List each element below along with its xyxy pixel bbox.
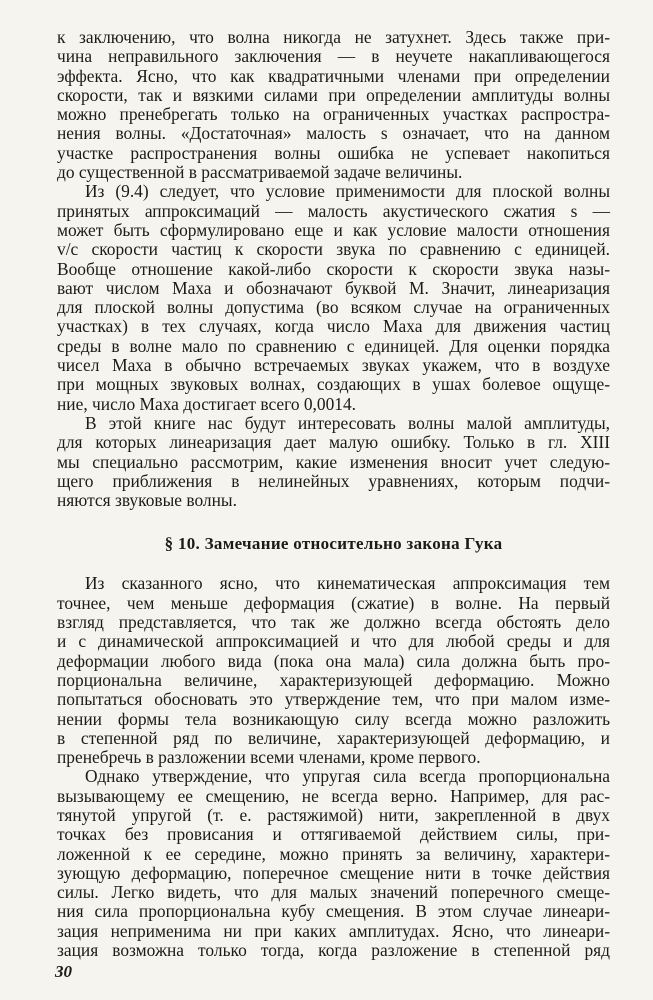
text-line: v/c скорости частиц к скорости звука по сравнению с единицей.	[57, 239, 610, 260]
text-line: и с динамической аппроксимацией и что для любой среды и для	[57, 631, 610, 652]
text-line: чина неправильного заключения — в неучете накапливающегося	[57, 46, 610, 67]
text-line: зующую деформацию, поперечное смещение нити в точке действия	[57, 862, 610, 883]
text-line: в степенной ряд по величине, характеризующей деформацию, и	[57, 727, 610, 748]
text-line: к заключению, что волна никогда не затухнет. Здесь также при-	[57, 27, 610, 47]
text-line: Из (9.4) следует, что условие применимости для плоской волны	[85, 181, 610, 202]
text-line: точнее, чем меньше деформация (сжатие) в волне. На первый	[57, 592, 610, 613]
text-line: до существенной в рассматриваемой задаче величины.	[57, 162, 463, 183]
text-line: мы специально рассмотрим, какие изменения вносит учет следую-	[57, 451, 610, 472]
text-line: может быть сформулировано еще и как условие малости отношения	[57, 219, 610, 240]
paragraph-5	[57, 767, 610, 960]
text-line: порциональна величине, характеризующей деформацию. Можно	[57, 669, 610, 690]
text-line: среды в волне мало по сравнению с единицей. Для оценки порядка	[57, 335, 610, 356]
text-line: при мощных звуковых волнах, создающих в ушах болевое ощуще-	[57, 374, 610, 395]
text-line: ние, число Маха достигает всего 0,0014.	[57, 393, 357, 414]
text-line: для плоской волны допустима (во всяком случае на ограниченных	[57, 297, 610, 318]
text-line: чисел Маха в обычно встречаемых звуках укажем, что в воздухе	[57, 355, 610, 376]
text-line: вызывающему ее смещению, не всегда верно. Например, для рас-	[57, 785, 610, 806]
paragraph-1	[57, 28, 610, 182]
text-line: можно пренебрегать только на ограниченных участках распростра-	[57, 104, 610, 125]
paragraph-4	[57, 574, 610, 767]
page-body	[57, 28, 610, 960]
text-line: для которых линеаризация дает малую ошибку. Только в гл. XIII	[57, 432, 610, 453]
text-line: нении формы тела возникающую силу всегда можно разложить	[57, 708, 610, 729]
text-line: взгляд представляется, что так же должно всегда обстоять дело	[57, 612, 610, 633]
text-line: вают числом Маха и обозначают буквой M. Значит, линеаризация	[57, 277, 610, 298]
text-line: участке распространения волны ошибка не успевает накопиться	[57, 142, 610, 163]
text-line: попытаться обосновать это утверждение тем, что при малом изме-	[57, 689, 610, 710]
text-line: няются звуковые волны.	[57, 490, 237, 511]
text-line: В этой книге нас будут интересовать волны малой амплитуды,	[85, 412, 610, 433]
paragraph-2	[57, 182, 610, 414]
text-line: Из сказанного ясно, что кинематическая аппроксимация тем	[85, 573, 610, 594]
text-line: тянутой упругой (т. е. растяжимой) нити, закрепленной в двух	[57, 804, 610, 825]
text-line: зация неприменима ни при каких амплитудах. Ясно, что линеари-	[57, 920, 610, 941]
section-heading: § 10. Замечание относительно закона Гука	[164, 534, 503, 554]
text-line: нения волны. «Достаточная» малость s означает, что на данном	[57, 123, 610, 144]
text-line: участках) в тех случаях, когда число Маха для движения частиц	[57, 316, 610, 337]
text-line: Однако утверждение, что упругая сила всегда пропорциональна	[85, 766, 610, 787]
text-line: принятых аппроксимаций — малость акустического сжатия s —	[57, 200, 610, 221]
page-number: 30	[55, 962, 72, 981]
paragraph-3	[57, 414, 610, 510]
text-line: Вообще отношение какой-либо скорости к скорости звука назы-	[57, 258, 610, 279]
text-line: зация возможна только тогда, когда разложение в степенной ряд	[57, 940, 610, 961]
text-line: точках без провисания и оттягиваемой действием силы, при-	[57, 824, 610, 845]
text-line: ния сила пропорциональна кубу смещения. В этом случае линеари-	[57, 901, 610, 922]
text-line: скорости, так и вязкими силами при определении амплитуды волны	[57, 84, 610, 105]
text-line: эффекта. Ясно, что как квадратичными членами при определении	[57, 65, 610, 86]
text-line: ложенной к ее середине, можно принять за величину, характери-	[57, 843, 610, 864]
text-line: силы. Легко видеть, что для малых значений поперечного смеще-	[57, 882, 610, 903]
text-line: пренебречь в разложении всеми членами, кроме первого.	[57, 747, 481, 768]
text-line: деформации любого вида (пока она мала) сила должна быть про-	[57, 650, 610, 671]
text-line: щего приближения в нелинейных уравнениях, которым подчи-	[57, 470, 610, 491]
